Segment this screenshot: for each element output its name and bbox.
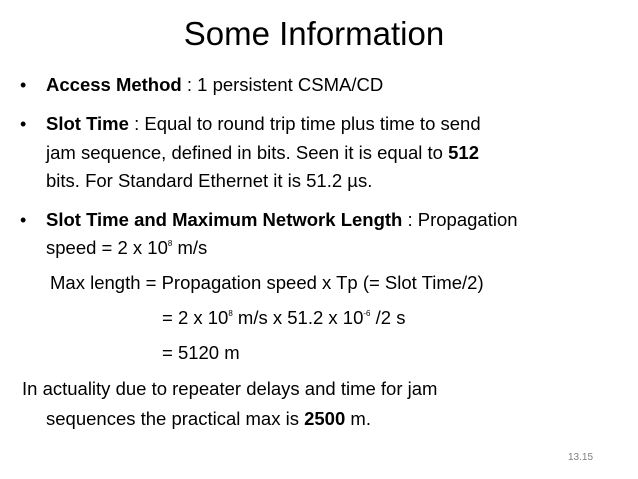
speed-exponent: 8 (167, 239, 173, 248)
bullet-icon: • (20, 75, 27, 95)
calc-line-1: Max length = Propagation speed x Tp (= Slot Time/2) (50, 272, 484, 293)
slot-time-line-3 (46, 168, 372, 194)
network-length-label: Slot Time and Maximum Network Length (46, 209, 403, 230)
page-number: 13.15 (568, 452, 594, 463)
calc-part-c: /2 s (370, 307, 406, 328)
calc-part-b: m/s x 51.2 x 10 (232, 307, 364, 328)
slot-time-text-3: bits. For Standard Ethernet it is 51.2 µs. (46, 170, 373, 191)
bullet-icon: • (20, 210, 27, 230)
actuality-line-1: In actuality due to repeater delays and time for jam (22, 378, 438, 399)
calc-part-a: = 2 x 10 (162, 307, 229, 328)
slot-time-text: : Equal to round trip time plus time to send (128, 113, 481, 134)
speed-text: speed = 2 x 10 (46, 237, 168, 258)
slot-time-label: Slot Time (46, 113, 129, 134)
slot-bits-value: 512 (448, 142, 479, 163)
slot-time-line-1 (46, 111, 481, 137)
access-method-text: : 1 persistent CSMA/CD (181, 74, 384, 95)
access-method-label: Access Method (46, 74, 182, 95)
network-length-line-1 (46, 207, 518, 233)
slot-time-text-2: jam sequence, defined in bits. Seen it is equal to (46, 142, 449, 163)
actuality-text: sequences the practical max is (46, 408, 305, 429)
calc-line-3: = 5120 m (162, 342, 240, 363)
network-length-line-2 (46, 235, 207, 261)
speed-unit: m/s (172, 237, 208, 258)
slide-title: Some Information (183, 15, 445, 52)
actuality-line-2 (46, 406, 371, 432)
actuality-unit: m. (345, 408, 371, 429)
calc-exponent-1: 8 (228, 309, 233, 318)
calc-line-2 (162, 305, 405, 331)
slot-time-line-2 (46, 140, 479, 166)
bullet-icon: • (20, 114, 27, 134)
practical-max-value: 2500 (304, 408, 346, 429)
network-length-text: : Propagation (402, 209, 518, 230)
calc-exponent-2: -6 (363, 309, 371, 318)
access-method-line (46, 72, 383, 98)
